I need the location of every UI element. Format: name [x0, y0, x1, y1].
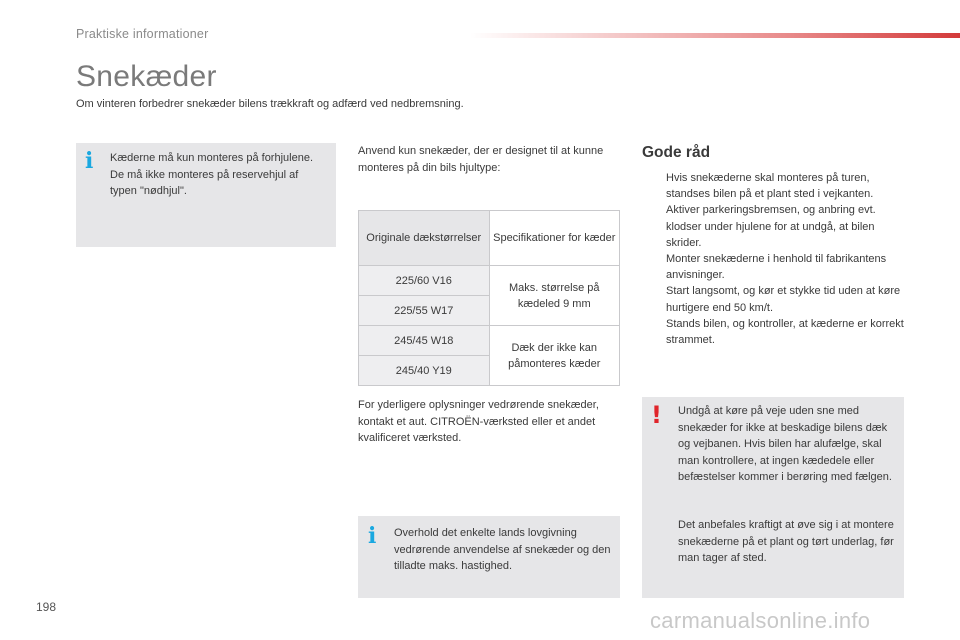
info-box-legislation — [358, 516, 620, 598]
warning-icon: ! — [651, 401, 662, 429]
tips-title: Gode råd — [642, 144, 711, 161]
page-title: Snekæder — [76, 60, 217, 93]
tips-list — [642, 170, 904, 348]
list-item — [642, 251, 904, 283]
list-item — [642, 170, 904, 202]
list-item — [642, 202, 904, 251]
list-item — [642, 283, 904, 315]
table-cell-chain-spec: Maks. størrelse på kædeled 9 mm — [489, 266, 620, 326]
table-cell-tyre: 245/40 Y19 — [359, 356, 490, 386]
table-header-chain-spec: Specifikationer for kæder — [489, 211, 620, 266]
tip-text: Stands bilen, og kontroller, at kæderne er korrekt strammet. — [666, 317, 904, 347]
info-icon: i — [85, 148, 94, 174]
tip-text: Hvis snekæderne skal monteres på turen, standses bilen på et plant sted i vejkanten. — [666, 172, 874, 201]
page-number: 198 — [36, 600, 57, 614]
chain-design-text: Anvend kun snekæder, der er designet til at kunne monteres på din bils hjultype: — [358, 145, 604, 174]
tip-text: Start langsomt, og kør et stykke tid uden at køre hurtigere end 50 km/t. — [666, 285, 901, 314]
tip-text: Aktiver parkeringsbremsen, og anbring evt. klodser under hjulene for at undgå, at bilen skrider. — [666, 204, 876, 249]
section-label: Praktiske informationer — [76, 27, 209, 41]
tip-text: Monter snekæderne i henhold til fabrikantens anvisninger. — [666, 253, 887, 282]
chain-spec-table — [358, 210, 620, 386]
table-cell-tyre: 225/60 V16 — [359, 266, 490, 296]
warning-text: Undgå at køre på veje uden sne med snekæder for ikke at beskadige bilens dæk og vejbanen. Hvis bilen har alufælge, skal man kontrollere, at ingen kædedele eller befæstelser kommer i berøring med fælgen. — [678, 405, 892, 483]
table-header-row — [359, 211, 620, 266]
table-cell-chain-spec: Dæk der ikke kan påmonteres kæder — [489, 326, 620, 386]
workshop-info-text: For yderligere oplysninger vedrørende snekæder, kontakt et aut. CITROËN-værksted eller et andet kvalificeret værksted. — [358, 399, 599, 444]
warning-box — [642, 397, 904, 598]
warning-advice-text: Det anbefales kraftigt at øve sig i at montere snekæderne på et plant og tørt underlag, før man tager af sted. — [678, 519, 894, 564]
watermark: carmanualsonline.info — [650, 608, 871, 633]
info-icon: i — [368, 523, 377, 549]
table-row — [359, 326, 620, 356]
table-header-tyre-size: Originale dækstørrelser — [359, 211, 490, 266]
info-box-fitting-text: Kæderne må kun monteres på forhjulene. De må ikke monteres på reservehjul af typen "nødhjul". — [110, 152, 314, 197]
table-cell-tyre: 245/45 W18 — [359, 326, 490, 356]
list-item — [642, 316, 904, 348]
table-cell-tyre: 225/55 W17 — [359, 296, 490, 326]
intro-text: Om vinteren forbedrer snekæder bilens trækkraft og adfærd ved nedbremsning. — [76, 98, 464, 110]
info-box-fitting — [76, 143, 336, 247]
header-accent-bar — [470, 33, 960, 38]
info-box-legislation-text: Overhold det enkelte lands lovgivning vedrørende anvendelse af snekæder og den tilladte maks. hastighed. — [394, 527, 611, 572]
table-row — [359, 266, 620, 296]
